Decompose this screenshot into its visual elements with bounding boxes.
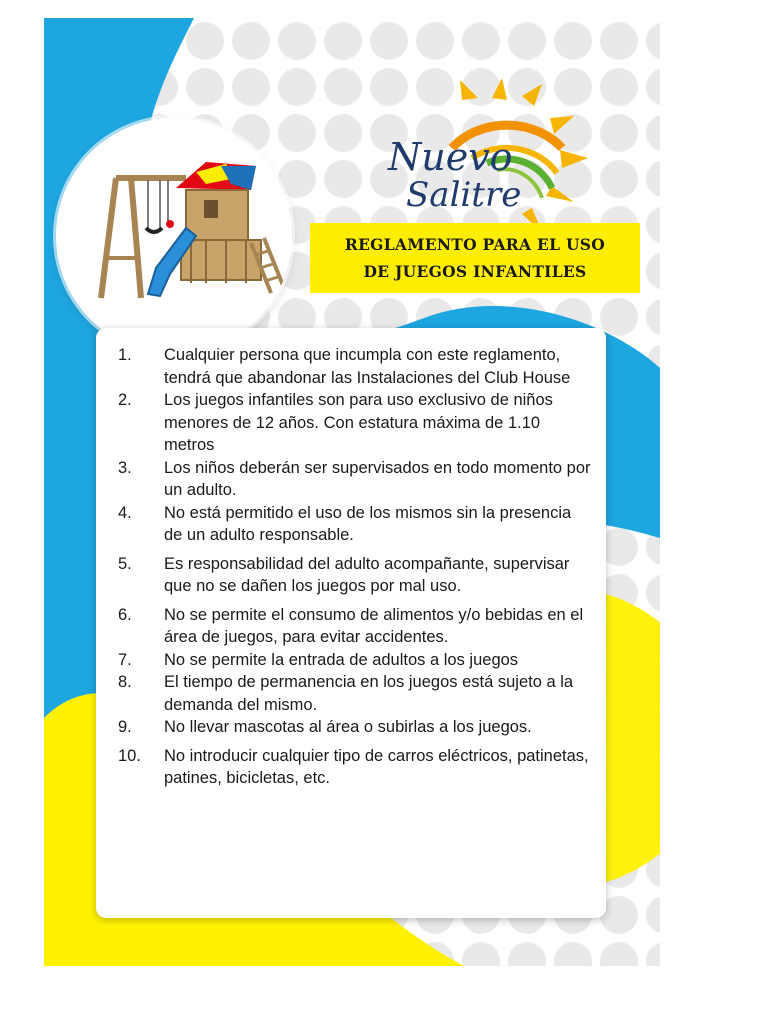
rules-card [96,328,606,918]
nuevo-salitre-logo [382,78,612,238]
logo-word-salitre: Salitre [406,175,522,215]
rule-number: 6. [118,605,132,624]
rule-number: 4. [118,503,132,522]
rule-text: No introducir cualquier tipo de carros eléctricos, patinetas, patines, bicicletas, etc. [164,746,589,787]
rule-number: 1. [118,346,132,364]
rule-number: 5. [118,554,132,573]
rule-item [118,389,592,457]
rule-item [118,344,592,389]
rule-text: El tiempo de permanencia en los juegos está sujeto a la demanda del mismo. [164,673,574,714]
rule-item [118,716,592,739]
rule-text: Los niños deberán ser supervisados en todo momento por un adulto. [164,458,591,499]
rule-text: No llevar mascotas al área o subirlas a los juegos. [164,718,532,736]
rule-number: 9. [118,718,132,736]
playground-photo-circle [56,118,292,354]
rule-item [118,553,592,598]
title-banner [310,223,640,293]
rule-item [118,457,592,502]
rule-text: Es responsabilidad del adulto acompañante, supervisar que no se dañen los juegos por mal uso. [164,554,570,595]
rule-item [118,671,592,716]
rule-item [118,649,592,672]
playground-swing-set-icon [56,118,292,354]
rules-list [96,328,606,790]
rule-number: 7. [118,650,132,669]
rule-number: 10. [118,746,141,765]
rule-item [118,604,592,649]
rule-number: 8. [118,673,132,691]
rule-text: No está permitido el uso de los mismos sin la presencia de un adulto responsable. [164,503,572,544]
logo-word-nuevo: Nuevo [388,135,513,179]
title-line-1: REGLAMENTO PARA EL USO [344,235,606,254]
rule-number: 3. [118,458,132,477]
title-line-2: DE JUEGOS INFANTILES [363,262,587,281]
rule-text: No se permite el consumo de alimentos y/o bebidas en el área de juegos, para evitar accidentes. [164,605,584,646]
rule-number: 2. [118,391,132,409]
rule-item [118,502,592,547]
rule-item [118,745,592,790]
rule-text: No se permite la entrada de adultos a los juegos [164,650,519,669]
rule-text: Cualquier persona que incumpla con este reglamento, tendrá que abandonar las Instalaciones del Club House [164,346,571,387]
rule-text: Los juegos infantiles son para uso exclusivo de niños menores de 12 años. Con estatura máxima de 1.10 metros [164,391,553,454]
poster [44,18,660,966]
